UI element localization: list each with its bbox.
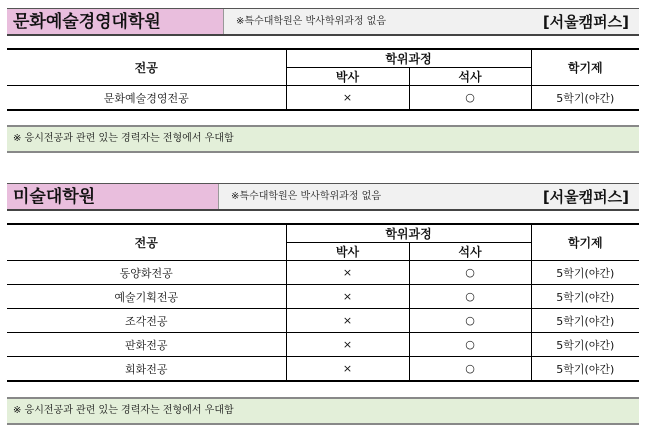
program-section-fine-arts bbox=[7, 183, 639, 428]
footnote-bar: ※ 응시전공과 관련 있는 경력자는 전형에서 우대함 bbox=[7, 397, 639, 425]
cell-phd: × bbox=[286, 333, 409, 357]
header-phd: 박사 bbox=[286, 68, 409, 86]
cell-major: 예술기획전공 bbox=[7, 285, 286, 309]
header-degree: 학위과정 bbox=[286, 224, 531, 243]
cell-master: ○ bbox=[409, 285, 531, 309]
cell-phd: × bbox=[286, 261, 409, 285]
cell-semester: 5학기(야간) bbox=[531, 261, 639, 285]
degree-table bbox=[7, 223, 639, 382]
cell-semester: 5학기(야간) bbox=[531, 285, 639, 309]
header-major: 전공 bbox=[7, 224, 286, 261]
cell-semester: 5학기(야간) bbox=[531, 309, 639, 333]
cell-major: 판화전공 bbox=[7, 333, 286, 357]
cell-semester: 5학기(야간) bbox=[531, 357, 639, 382]
cell-major: 회화전공 bbox=[7, 357, 286, 382]
section-note: ※특수대학원은 박사학위과정 없음 bbox=[236, 16, 386, 27]
cell-major: 동양화전공 bbox=[7, 261, 286, 285]
cell-master: ○ bbox=[409, 357, 531, 382]
section-title: 미술대학원 bbox=[7, 184, 219, 209]
campus-label: [서울캠퍼스] bbox=[542, 13, 629, 31]
section-header bbox=[7, 183, 639, 211]
section-header bbox=[7, 8, 639, 36]
cell-phd: × bbox=[286, 285, 409, 309]
header-semester: 학기제 bbox=[531, 224, 639, 261]
header-semester: 학기제 bbox=[531, 49, 639, 86]
degree-table bbox=[7, 48, 639, 111]
cell-major: 문화예술경영전공 bbox=[7, 86, 286, 111]
cell-master: ○ bbox=[409, 309, 531, 333]
table-row bbox=[7, 86, 639, 111]
section-note: ※특수대학원은 박사학위과정 없음 bbox=[231, 191, 381, 202]
cell-master: ○ bbox=[409, 261, 531, 285]
table-row bbox=[7, 261, 639, 285]
program-section-arts-management bbox=[7, 8, 639, 158]
section-title: 문화예술경영대학원 bbox=[7, 9, 224, 34]
cell-phd: × bbox=[286, 309, 409, 333]
table-row bbox=[7, 285, 639, 309]
cell-major: 조각전공 bbox=[7, 309, 286, 333]
cell-phd: × bbox=[286, 86, 409, 111]
header-phd: 박사 bbox=[286, 243, 409, 261]
footnote-bar: ※ 응시전공과 관련 있는 경력자는 전형에서 우대함 bbox=[7, 125, 639, 153]
cell-master: ○ bbox=[409, 333, 531, 357]
cell-semester: 5학기(야간) bbox=[531, 86, 639, 111]
table-row bbox=[7, 309, 639, 333]
header-degree: 학위과정 bbox=[286, 49, 531, 68]
campus-label: [서울캠퍼스] bbox=[542, 188, 629, 206]
table-row bbox=[7, 333, 639, 357]
cell-master: ○ bbox=[409, 86, 531, 111]
table-row bbox=[7, 357, 639, 382]
header-major: 전공 bbox=[7, 49, 286, 86]
header-master: 석사 bbox=[409, 243, 531, 261]
header-master: 석사 bbox=[409, 68, 531, 86]
cell-semester: 5학기(야간) bbox=[531, 333, 639, 357]
cell-phd: × bbox=[286, 357, 409, 382]
